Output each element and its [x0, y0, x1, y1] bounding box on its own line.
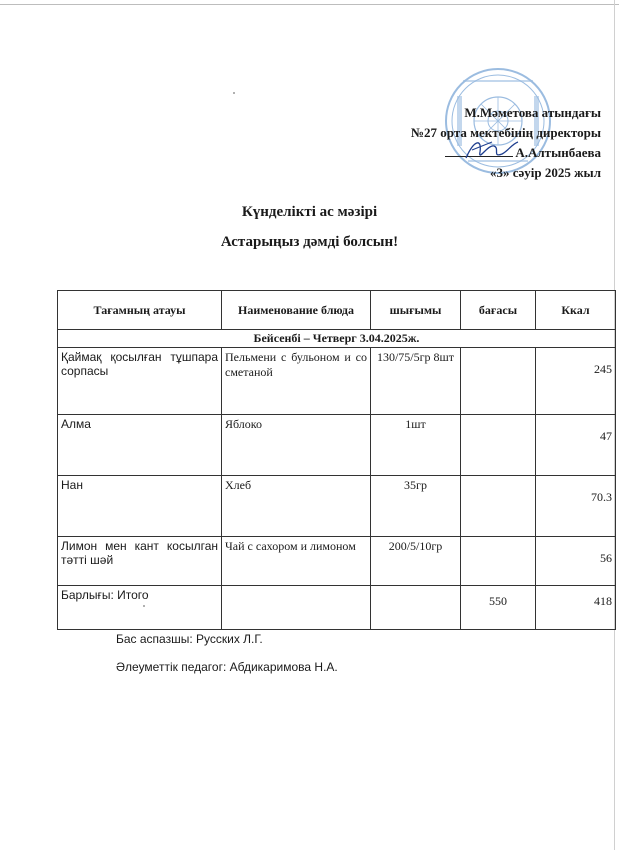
scan-edge-top: [0, 4, 619, 5]
header-kcal: Ккал: [536, 291, 616, 330]
director-name: А.Алтынбаева: [515, 145, 601, 160]
dish-kcal: 56: [536, 537, 616, 586]
dish-name-kz: Қаймақ қосылған тұшпара сорпасы: [58, 348, 222, 415]
chef-line: Бас аспазшы: Русских Л.Г.: [116, 632, 263, 646]
approval-line-1: М.Мәметова атындағы: [464, 105, 601, 120]
table-row: [58, 476, 616, 537]
total-label: Барлығы: Итого: [58, 586, 222, 630]
total-row: [58, 586, 616, 630]
pedagog-line: Әлеуметтік педагог: Абдикаримова Н.А.: [116, 660, 338, 674]
total-empty-yield: [371, 586, 461, 630]
day-label: Бейсенбі – Четверг 3.04.2025ж.: [58, 330, 616, 348]
page-subtitle: Астарыңыз дәмді болсын!: [220, 234, 399, 250]
dish-kcal: 245: [536, 348, 616, 415]
table-row: [58, 348, 616, 415]
dish-yield: 200/5/10гр: [371, 537, 461, 586]
dish-name-ru: Яблоко: [222, 415, 371, 476]
dish-name-ru: Пельмени с бульоном и со сметаной: [222, 348, 371, 415]
approval-line-2: №27 орта мектебінің директоры: [410, 125, 601, 140]
dish-price: [461, 348, 536, 415]
dish-yield: 1шт: [371, 415, 461, 476]
dish-price: [461, 415, 536, 476]
dish-yield: 130/75/5гр 8шт: [371, 348, 461, 415]
dish-kcal: 70.3: [536, 476, 616, 537]
table-row: [58, 537, 616, 586]
approval-date: «3» сәуір 2025 жыл: [489, 165, 601, 180]
dish-yield: 35гр: [371, 476, 461, 537]
total-price: 550: [461, 586, 536, 630]
page-title: Күнделікті ас мәзірі: [241, 204, 378, 220]
dish-name-kz: Лимон мен кант косылган тәтті шәй: [58, 537, 222, 586]
dish-kcal: 47: [536, 415, 616, 476]
scan-speck: [233, 92, 235, 94]
total-kcal: 418: [536, 586, 616, 630]
header-name-kz: Тағамның атауы: [58, 291, 222, 330]
day-row: [58, 330, 616, 348]
table-header-row: [58, 291, 616, 330]
header-name-ru: Наименование блюда: [222, 291, 371, 330]
menu-table: [57, 290, 616, 630]
dish-name-ru: Хлеб: [222, 476, 371, 537]
dish-name-kz: Нан: [58, 476, 222, 537]
director-signature: [462, 134, 522, 164]
header-yield: шығымы: [371, 291, 461, 330]
dish-price: [461, 537, 536, 586]
dish-price: [461, 476, 536, 537]
dish-name-kz: Алма: [58, 415, 222, 476]
total-empty-ru: [222, 586, 371, 630]
header-price: бағасы: [461, 291, 536, 330]
table-row: [58, 415, 616, 476]
dish-name-ru: Чай с сахором и лимоном: [222, 537, 371, 586]
